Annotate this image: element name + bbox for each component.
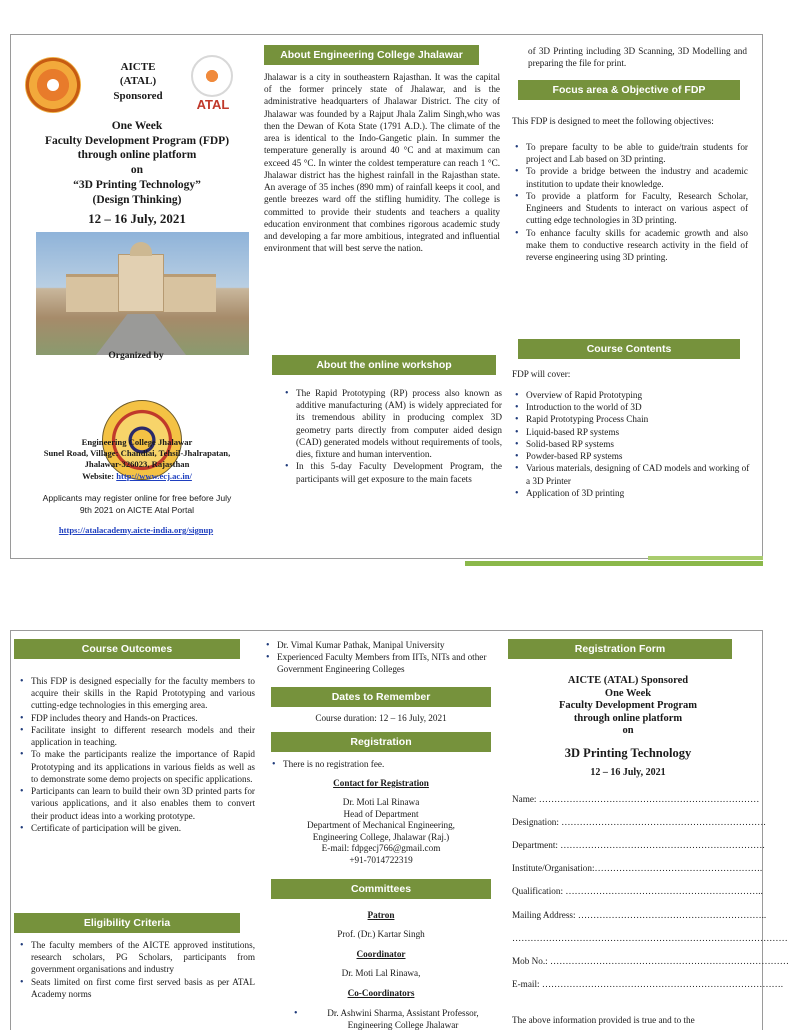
title-line: through online platform xyxy=(77,149,197,162)
eligibility-heading: Eligibility Criteria xyxy=(14,913,240,933)
list-item: • The Rapid Prototyping (RP) process also known as additive manufacturing (AM) is widely appreciated for its tremendous ability in producing complex 3D geometry parts directly from computer aided design (CAD) generated models without requirements of tools, dies, fixture and human intervention. xyxy=(282,387,502,460)
outcomes-heading: Course Outcomes xyxy=(14,639,240,659)
form-fields xyxy=(512,794,789,1002)
form-title-line: Faculty Development Program xyxy=(558,700,698,712)
list-item: • In this 5-day Faculty Development Program, the participants will get exposure to the main facets xyxy=(282,460,502,484)
list-item: • Certificate of participation will be given. xyxy=(17,822,255,834)
cocoordinators-heading: Co-Coordinators xyxy=(347,988,415,998)
contact-phone: +91-7014722319 xyxy=(349,854,413,865)
designation-field[interactable]: Designation: …………………………………………………………. xyxy=(512,817,766,828)
resource-persons-list xyxy=(263,639,503,676)
contact-line: Dr. Moti Lal Rinawa xyxy=(342,797,420,807)
name-field[interactable]: Name: ……………………………………………………………… xyxy=(512,794,760,804)
patron-heading: Patron xyxy=(367,910,395,920)
about-college-text: Jhalawar is a city in southeastern Rajasthan. It was the capital of the former princely state of Jhalawar, and is the administrative headquarters of Jhalawar District. The city of Jhalawar was founded by a Rajput Jhala Zalim Singh,who was then the Dewan of Kota State (1791 A.D.). The climate of the area is identical to the Indo-Gangetic plain. In summer the temperature generally is around 40 °C and at maximum can exceed 45 °C. In winter the coldest temperature can reach 1 °C. Jhalawar district has the highest rainfall in the Rajasthan state. An average of 35 inches (890 mm) of rainfall keeps it cool, and gentle breezes ward off the stifling humidity. The college is committed to provide their students and teachers a quality education environment that combines rigorous academic study and developing a far more ambitious, integrated and influential environment that will best serve the nation. xyxy=(264,72,500,254)
list-item: • To make the participants realize the importance of Rapid Prototyping and its applications in various fields as well as to demonstrate some demo projects on specific applications. xyxy=(17,748,255,785)
aicte-line2: (ATAL) xyxy=(119,75,157,88)
aicte-sponsor-label xyxy=(95,60,181,103)
course-duration: Course duration: 12 – 16 July, 2021 xyxy=(315,713,447,723)
department-field[interactable]: Department: …………………………………………………………. xyxy=(512,840,765,851)
email-field[interactable]: E-mail: ……………………………………………………………………. xyxy=(512,978,784,989)
list-item: • Liquid-based RP systems xyxy=(512,426,752,438)
contact-email[interactable]: E-mail: fdpgecj766@gmail.com xyxy=(321,843,441,853)
title-line: (Design Thinking) xyxy=(92,193,182,206)
fdp-title-block xyxy=(19,119,255,228)
form-title-line: One Week xyxy=(604,687,652,699)
website-link[interactable]: http://www.ecj.ac.in/ xyxy=(116,470,192,481)
college-name: Engineering College Jhalawar xyxy=(81,437,193,447)
cocoordinators-list xyxy=(291,1007,501,1031)
atal-logo-text: ATAL xyxy=(196,97,230,112)
website-line xyxy=(15,471,259,482)
organized-by-label: Organized by xyxy=(108,351,164,361)
decorative-divider xyxy=(465,561,763,566)
list-item: • The faculty members of the AICTE approved institutions, research scholars, PG Scholars, participants from government organisations and industry xyxy=(17,939,255,976)
declaration-text: The above information provided is true and to the xyxy=(512,1015,695,1025)
atal-flame-icon xyxy=(191,55,233,97)
logo-row xyxy=(25,55,245,125)
front-left-column xyxy=(11,35,261,560)
list-item: • Overview of Rapid Prototyping xyxy=(512,389,752,401)
atal-logo xyxy=(185,55,241,115)
contents-list xyxy=(512,389,752,499)
list-item: • FDP includes theory and Hands-on Practices. xyxy=(17,712,255,724)
focus-intro: This FDP is designed to meet the following objectives: xyxy=(512,116,714,126)
dates-heading: Dates to Remember xyxy=(271,687,491,707)
fdp-dates: 12 – 16 July, 2021 xyxy=(88,211,186,227)
mailing-address-field[interactable]: Mailing Address: …………………………………………………….. xyxy=(512,909,767,920)
eligibility-list xyxy=(17,939,255,1000)
aicte-line3: Sponsored xyxy=(113,89,163,102)
contents-heading: Course Contents xyxy=(518,339,740,359)
registration-list xyxy=(269,758,501,770)
list-item: • To enhance faculty skills for academic growth and also make them to conductive research activity in the field of reverse engineering using 3D printing. xyxy=(512,227,748,264)
list-item: • Experienced Faculty Members from IITs, NITs and other Government Engineering Colleges xyxy=(263,651,503,675)
aicte-gear-logo xyxy=(25,57,81,113)
list-item: • Dr. Vimal Kumar Pathak, Manipal University xyxy=(263,639,503,651)
list-item: • Participants can learn to build their own 3D printed parts for various applications, and it also enables them to convert their product ideas into a working prototype. xyxy=(17,785,255,822)
form-title-line: through online platform xyxy=(573,712,683,724)
workshop-points-list xyxy=(282,387,502,485)
aicte-line1: AICTE xyxy=(120,61,156,73)
register-note: Applicants may register online for free before July 9th 2021 on AICTE Atal Portal xyxy=(42,493,232,515)
decorative-divider xyxy=(648,556,763,560)
address-line: Sunel Road, Village: Chandlai, Tehsil-Jhalrapatan, xyxy=(43,448,231,459)
form-title-block xyxy=(508,675,748,779)
list-item: • Dr. Ashwini Sharma, Assistant Professor, Engineering College Jhalawar xyxy=(291,1007,501,1031)
list-item: • Rapid Prototyping Process Chain xyxy=(512,413,752,425)
list-item: • Solid-based RP systems xyxy=(512,438,752,450)
form-topic: 3D Printing Technology xyxy=(564,745,692,760)
title-line: Faculty Development Program (FDP) xyxy=(44,134,230,147)
form-dates: 12 – 16 July, 2021 xyxy=(590,766,666,778)
title-line: “3D Printing Technology” xyxy=(73,178,201,191)
institute-field[interactable]: Institute/Organisation:………………………………………………. xyxy=(512,863,763,874)
about-college-heading: About Engineering College Jhalawar xyxy=(264,45,479,65)
registration-heading: Registration xyxy=(271,732,491,752)
form-title-line: on xyxy=(622,725,634,737)
brochure-front-sheet xyxy=(10,34,763,559)
website-label: Website: xyxy=(82,470,115,481)
contact-line: Department of Mechanical Engineering, xyxy=(307,820,455,830)
form-title-line: AICTE (ATAL) Sponsored xyxy=(567,675,689,686)
mailing-address-continued-field[interactable]: ……………………………………………………………………………… xyxy=(512,932,788,943)
list-item: • Seats limited on first come first served basis as per ATAL Academy norms xyxy=(17,976,255,1000)
brochure-back-sheet xyxy=(10,630,789,1031)
contact-line: Engineering College, Jhalawar (Raj.) xyxy=(312,831,450,842)
title-line: on xyxy=(130,164,144,177)
signup-link[interactable]: https://atalacademy.aicte-india.org/signup xyxy=(58,525,214,535)
address-line: Jhalawar-326023, Rajasthan xyxy=(84,459,190,470)
objectives-list xyxy=(512,141,748,263)
college-building-photo xyxy=(36,232,249,355)
list-item: • Application of 3D printing xyxy=(512,487,752,499)
qualification-field[interactable]: Qualification: ……………………………………………………….. xyxy=(512,886,763,897)
committees-heading: Committees xyxy=(271,879,491,899)
title-line: One Week xyxy=(111,120,163,132)
registration-form-heading: Registration Form xyxy=(508,639,732,659)
list-item: • Facilitate insight to different research models and their application in teaching. xyxy=(17,724,255,748)
focus-heading: Focus area & Objective of FDP xyxy=(518,80,740,100)
contact-line: Head of Department xyxy=(343,808,419,819)
list-item: • Introduction to the world of 3D xyxy=(512,401,752,413)
contents-intro: FDP will cover: xyxy=(512,369,571,379)
list-item: • Powder-based RP systems xyxy=(512,450,752,462)
patron-name: Prof. (Dr.) Kartar Singh xyxy=(337,929,425,939)
coordinator-heading: Coordinator xyxy=(356,949,406,959)
list-item: • There is no registration fee. xyxy=(269,758,501,770)
coordinator-name: Dr. Moti Lal Rinawa, xyxy=(341,968,421,978)
about-workshop-heading: About the online workshop xyxy=(272,355,496,375)
list-item: • To provide a bridge between the industry and academic institution to update their knowledge. xyxy=(512,165,748,189)
contact-details xyxy=(261,797,501,866)
list-item: • Various materials, designing of CAD models and working of a 3D Printer xyxy=(512,462,752,486)
list-item: • This FDP is designed especially for the faculty members to acquire their skills in the Rapid Prototyping and various cutting-edge technologies in this emerging area. xyxy=(17,675,255,712)
college-address-block xyxy=(15,437,259,482)
list-item: • To prepare faculty to be able to guide/train students for project and Lab based on 3D printing. xyxy=(512,141,748,165)
contact-heading: Contact for Registration xyxy=(333,778,429,788)
mobile-field[interactable]: Mob No.: …………………………………………………………………… xyxy=(512,955,789,966)
outcomes-list xyxy=(17,675,255,834)
list-item: • To provide a platform for Faculty, Research Scholar, Engineers and Students to interact on various aspect of cutting edge technologies in 3D printing. xyxy=(512,190,748,227)
continued-text: of 3D Printing including 3D Scanning, 3D Modelling and preparing the file for print. xyxy=(528,46,747,69)
